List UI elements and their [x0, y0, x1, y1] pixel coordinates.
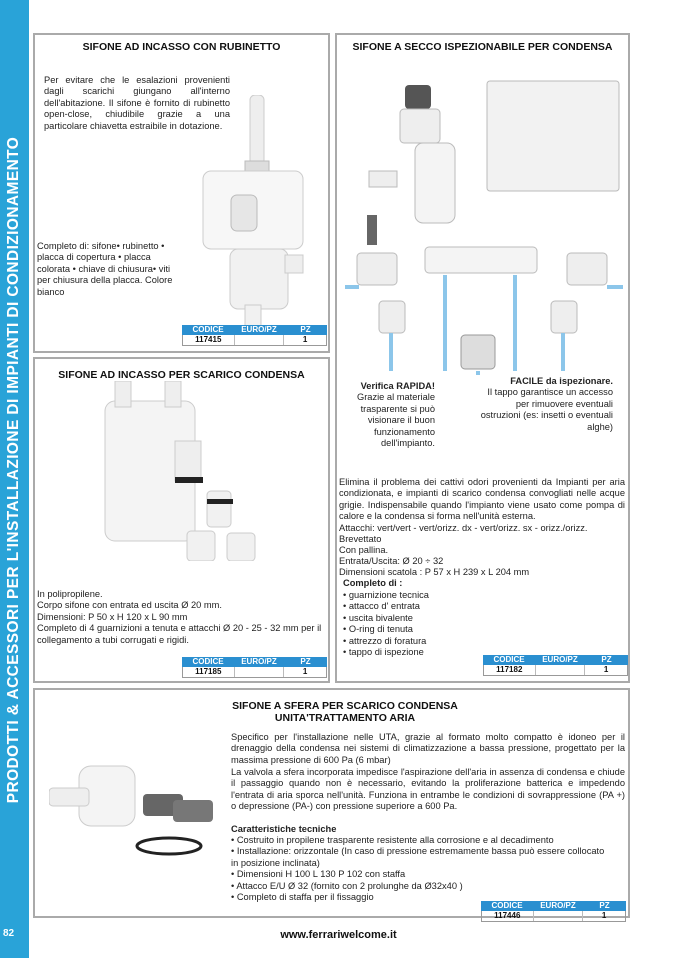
euro-value: [533, 911, 583, 921]
pz-value: 1: [584, 665, 627, 675]
pz-header: PZ: [300, 657, 311, 666]
product-4-tech-title: Caratteristiche tecniche: [231, 824, 337, 834]
product-3-code-table: [182, 657, 327, 678]
list-item: • Costruito in propilene trasparente resistente alla corrosione e al decadimento: [231, 835, 611, 846]
codice-header: CODICE: [192, 657, 224, 666]
list-item: • tappo di ispezione: [343, 647, 429, 658]
product-2-dimensioni: Dimensioni scatola : P 57 x H 239 x L 204 mm: [339, 567, 530, 577]
pz-header: PZ: [601, 655, 612, 664]
sidebar: [0, 0, 29, 958]
easy-title: FACILE da ispezionare.: [510, 376, 613, 386]
page-number: 82: [3, 928, 15, 939]
list-item: • Dimensioni H 100 L 130 P 102 con staffa: [231, 869, 611, 880]
verify-title: Verifica RAPIDA!: [360, 381, 435, 391]
list-item: • Installazione: orizzontale (In caso di pressione estremamente bassa può essere collocato in posizione inclinata): [231, 846, 611, 869]
verify-block: [339, 381, 435, 449]
product-2-complete-list: [343, 590, 429, 658]
pz-value: 1: [283, 667, 326, 677]
product-code: 117446: [494, 911, 521, 920]
euro-header: EURO/PZ: [241, 657, 277, 666]
codice-header: CODICE: [491, 901, 523, 910]
product-2-title: SIFONE A SECCO ISPEZIONABILE PER CONDENSA: [352, 41, 613, 53]
pz-header: PZ: [599, 901, 610, 910]
product-4-para2: La valvola a sfera incorporata impedisce l'aspirazione dell'aria in assenza di condensa e chiude il passaggio quando non è necessario, evitando la proliferazione batterica e impedendo l'entrata di aria sporca nell'unità. Funziona in entrambe le condizioni di sovrappressione (PA +) o depressione (PA-) con pressione superiore a 600 Pa.: [231, 767, 625, 812]
euro-value: [535, 665, 585, 675]
codice-header: CODICE: [192, 325, 224, 334]
product-2-complete-title: Completo di :: [343, 578, 403, 588]
product-2-entrata: Entrata/Uscita: Ø 20 ÷ 32: [339, 556, 444, 566]
product-2-image: [345, 75, 625, 375]
easy-text: Il tappo garantisce un accesso per rimuovere eventuali ostruzioni (es: insetti o eventuali alghe): [480, 387, 613, 432]
product-3-image: [95, 381, 265, 561]
euro-header: EURO/PZ: [241, 325, 277, 334]
list-item: • O-ring di tenuta: [343, 624, 429, 635]
product-1-description: Per evitare che le esalazioni provenienti dagli scarichi giungano all'interno dell'abitazione. Il sifone è fornito di rubinetto open-close, chiudibile grazie a una particolare chiavetta estraibile in dotazione.: [44, 75, 230, 131]
footer-url[interactable]: www.ferrariwelcome.it: [280, 929, 397, 941]
easy-block: [475, 376, 613, 433]
list-item: • guarnizione tecnica: [343, 590, 429, 601]
text-line: In polipropilene.: [37, 589, 103, 599]
euro-header: EURO/PZ: [542, 655, 578, 664]
list-item: • uscita bivalente: [343, 613, 429, 624]
text-line: Dimensioni: P 50 x H 120 x L 90 mm: [37, 611, 188, 622]
list-item: • Attacco E/U Ø 32 (fornito con 2 prolunghe da Ø32x40 ): [231, 881, 611, 892]
product-4-para1: Specifico per l'installazione nelle UTA, grazie al formato molto compatto è idoneo per il drenaggio della condensa nei sistemi di climatizzazione a bassa pressione, progettato per la massima pressione di 600 Pa (6 mbar): [231, 732, 625, 765]
product-panel-2: [335, 33, 630, 683]
text-line: Completo di 4 guarnizioni a tenuta e attacchi Ø 20 - 25 - 32 mm per il collegamento a tubi corrugati e rigidi.: [37, 623, 322, 645]
euro-value: [234, 667, 284, 677]
text-line: Corpo sifone con entrata ed uscita Ø 20 mm.: [37, 600, 222, 611]
product-panel-4: [33, 688, 630, 918]
product-2-brevettato: Brevettato: [339, 534, 382, 544]
euro-value: [234, 335, 284, 345]
product-2-code-table: [483, 655, 628, 676]
verify-text: Grazie al materiale trasparente si può visionare il buon funzionamento dell'impianto.: [356, 392, 435, 449]
sidebar-title: PRODOTTI & ACCESSORI PER L'INSTALLAZIONE DI IMPIANTI DI CONDIZIONAMENTO: [5, 136, 22, 804]
product-4-tech-list: [231, 835, 611, 903]
list-item: • attacco d' entrata: [343, 601, 429, 612]
product-code: 117185: [195, 667, 222, 676]
list-item: • attrezzo di foratura: [343, 636, 429, 647]
codice-header: CODICE: [493, 655, 525, 664]
pz-value: 1: [582, 911, 625, 921]
product-3-title: SIFONE AD INCASSO PER SCARICO CONDENSA: [58, 369, 305, 381]
product-code: 117182: [496, 665, 523, 674]
euro-header: EURO/PZ: [540, 901, 576, 910]
product-1-code-table: [182, 325, 327, 346]
product-2-description: Elimina il problema dei cattivi odori provenienti da Impianti per aria condizionata, e impianti di scarico condensa convogliati nelle acque grigie. Indispensabile quando l'impianto viene usato come pompa di calore e la condensa si forma nell'unità esterna.: [339, 477, 625, 522]
product-4-code-table: [481, 901, 626, 922]
title-line: UNITA'TRATTAMENTO ARIA: [274, 712, 416, 724]
pz-value: 1: [283, 335, 326, 345]
product-panel-3: [33, 357, 330, 683]
product-1-image: [195, 95, 305, 335]
product-2-pallina: Con pallina.: [339, 545, 389, 555]
product-code: 117415: [195, 335, 222, 344]
list-item: • Completo di staffa per il fissaggio: [231, 892, 611, 903]
title-line: SIFONE A SFERA PER SCARICO CONDENSA: [232, 700, 458, 712]
product-4-image: [49, 756, 219, 866]
product-3-text: [37, 589, 327, 646]
product-panel-1: [33, 33, 330, 353]
product-1-complete: Completo di: sifone• rubinetto • placca di copertura • placca colorata • chiave di chiusura• viti per chiusura della placca. Colore bianco: [37, 241, 173, 297]
pz-header: PZ: [300, 325, 311, 334]
product-4-title: [195, 700, 495, 724]
product-1-title: SIFONE AD INCASSO CON RUBINETTO: [82, 41, 281, 53]
product-2-attacchi: Attacchi: vert/vert - vert/orizz. dx - vert/orizz. sx - orizz./orizz.: [339, 523, 588, 533]
